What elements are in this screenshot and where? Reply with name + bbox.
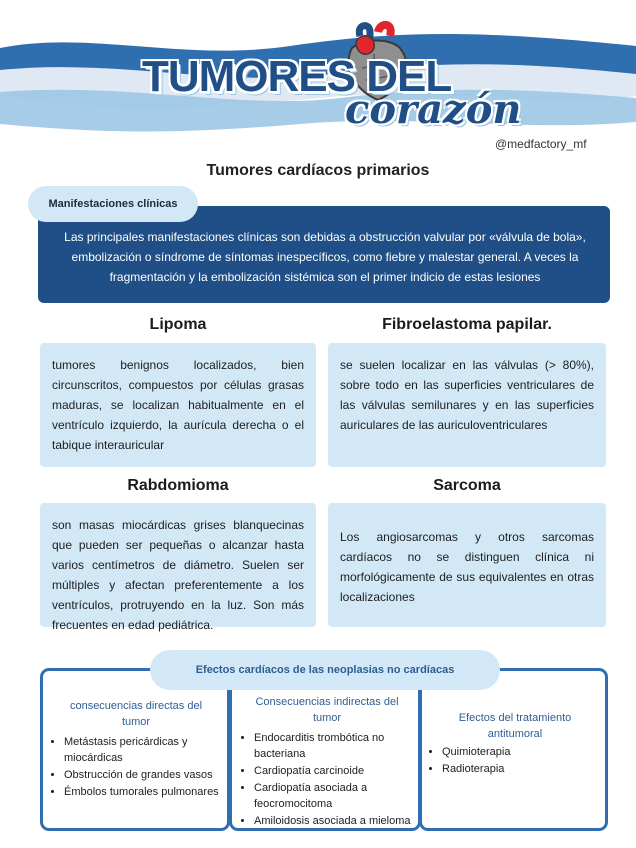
tumor-title-rabdomioma: Rabdomioma xyxy=(127,477,229,494)
section-subtitle: Tumores cardíacos primarios xyxy=(206,162,430,179)
tumor-card-rabdomioma: son masas miocárdicas grises blanquecinas que pueden ser pequeñas o alcanzar hasta varios centímetros de diámetro. Suelen ser múltiples y afectan preferentemente a los ventrículos, protruyendo en la luz. Son más frecuentes en edad pediátrica. xyxy=(40,503,316,627)
list-item: • Metástasis pericárdicas y miocárdicas xyxy=(64,734,236,766)
effects-column-title: Efectos del tratamiento antitumoral xyxy=(458,712,572,740)
list-item: • Cardiopatía carcinoide xyxy=(254,763,428,779)
manifestations-label: Manifestaciones clínicas xyxy=(28,186,198,222)
effects-list-treatment xyxy=(428,744,612,778)
list-item: • Cardiopatía asociada a feocromocitoma xyxy=(254,780,428,812)
effects-column-title: Consecuencias indirectas del tumor xyxy=(255,696,399,724)
effects-column-title: consecuencias directas del tumor xyxy=(69,700,203,728)
tumor-title-sarcoma: Sarcoma xyxy=(433,477,501,494)
list-item: • Endocarditis trombótica no bacteriana xyxy=(254,730,428,762)
author-handle: @medfactory_mf xyxy=(495,137,587,151)
effects-list-direct xyxy=(50,734,236,801)
list-item: • Amiloidosis asociada a mieloma xyxy=(254,813,428,829)
tumor-title-fibroelastoma: Fibroelastoma papilar. xyxy=(382,316,552,333)
page-title: TUMORES DEL xyxy=(142,52,452,101)
list-item: • Quimioterapia xyxy=(442,744,612,760)
effects-title: Efectos cardíacos de las neoplasias no cardíacas xyxy=(150,650,500,690)
tumor-card-fibroelastoma: se suelen localizar en las válvulas (> 80%), sobre todo en las superficies ventriculares de las válvulas semilunares y en las superficies auriculares de las auriculoventriculares xyxy=(328,343,606,467)
list-item: • Radioterapia xyxy=(442,761,612,777)
list-item: • Émbolos tumorales pulmonares xyxy=(64,784,236,800)
tumor-title-lipoma: Lipoma xyxy=(149,316,207,333)
tumor-card-lipoma: tumores benignos localizados, bien circunscritos, compuestos por células grasas maduras, se localizan habitualmente en el ventrículo izquierdo, la aurícula derecha o el tabique interauricular xyxy=(40,343,316,467)
list-item: • Obstrucción de grandes vasos xyxy=(64,767,236,783)
page-title-script: corazón xyxy=(345,86,522,133)
effects-list-indirect xyxy=(240,730,428,830)
manifestations-text: Las principales manifestaciones clínicas son debidas a obstrucción valvular por «válvula de bola», embolización o síndrome de síntomas inespecíficos, como fiebre y malestar general. A veces la fragmentación y la embolización sistémica son el primer indicio de estas lesiones xyxy=(64,230,586,284)
tumor-card-sarcoma: Los angiosarcomas y otros sarcomas cardíacos no se distinguen clínica ni morfológicamente de sus equivalentes en otras localizaciones xyxy=(328,503,606,627)
